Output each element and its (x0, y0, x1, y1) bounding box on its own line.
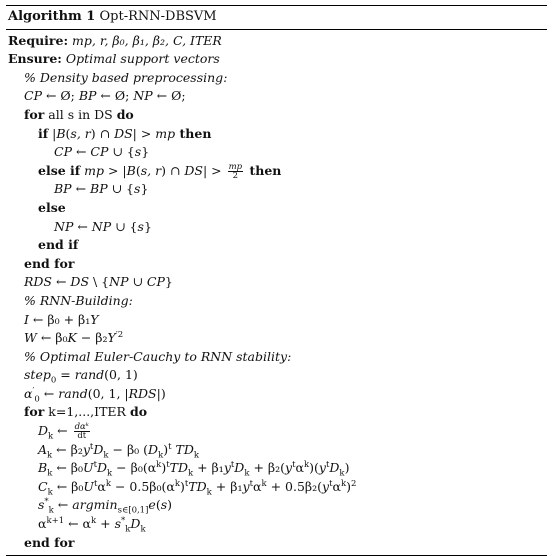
superscript: 2 (351, 478, 357, 489)
math-text: I (24, 311, 29, 327)
math-text: CP (54, 144, 72, 160)
math-text: TD (169, 460, 188, 476)
math-text: BP (90, 181, 108, 197)
text: ← β₀ (52, 478, 84, 494)
math-text: DS (114, 125, 133, 141)
algorithm-line (8, 515, 547, 534)
algorithm-line (8, 32, 547, 51)
text: ) ∩ (90, 125, 115, 141)
math-text: D (38, 423, 49, 439)
algorithm-name: Opt-RNN-DBSVM (99, 9, 217, 24)
superscript: t (168, 441, 172, 452)
math-text: rand (74, 367, 105, 383)
math-text: D (96, 460, 108, 476)
text: ) (167, 497, 173, 513)
text: ← (71, 181, 91, 197)
algorithm-line (8, 348, 547, 367)
math-text: e (148, 497, 156, 513)
math-text: D (234, 460, 245, 476)
text: ← β₂ (52, 441, 83, 457)
math-text: U (83, 460, 94, 476)
math-text: BP (78, 88, 97, 104)
superscript: t (329, 478, 333, 489)
subscript: k (158, 450, 164, 461)
math-text: B (56, 125, 66, 141)
math-text: Optimal support vectors (61, 51, 220, 67)
fraction-denominator: 2 (232, 170, 239, 181)
fraction-numerator: mp (228, 161, 243, 172)
text: α (295, 460, 304, 476)
text: all s in DS (44, 106, 117, 122)
text: | > (132, 125, 156, 141)
superscript: t (325, 460, 330, 471)
subscript: k (47, 468, 53, 479)
algorithm-line (8, 87, 547, 106)
math-text: mp (155, 125, 176, 141)
algorithm-line (8, 441, 547, 460)
text: (0, 1, | (87, 385, 129, 401)
algorithm-line (8, 385, 547, 404)
algorithm-line (8, 273, 547, 292)
math-text: s (38, 497, 45, 513)
algorithm-line (8, 534, 547, 553)
math-text: D (148, 441, 159, 457)
algorithm-line (8, 218, 547, 237)
math-text: A (38, 441, 48, 457)
text: } (140, 181, 149, 197)
text: | (48, 125, 57, 141)
text: } (141, 144, 150, 160)
math-text: % Optimal Euler-Cauchy to RNN stability: (24, 348, 292, 364)
math-text: W (24, 330, 37, 346)
math-text: CP (146, 274, 165, 290)
math-text: RDS (24, 274, 52, 290)
text: α (38, 516, 47, 532)
algorithm-line (8, 255, 547, 274)
text: ) (344, 460, 350, 476)
text: ( (65, 125, 71, 141)
text: | > (202, 162, 226, 178)
math-text: NP (54, 218, 74, 234)
text: α (97, 478, 106, 494)
superscript: * (44, 497, 49, 508)
math-text: C (38, 478, 48, 494)
superscript: k (91, 515, 97, 526)
math-text: Y (107, 330, 116, 346)
text: ← β₀ + β₁ (28, 311, 91, 327)
math-text: U (83, 478, 94, 494)
math-text: D (329, 460, 340, 476)
text: ( (135, 162, 141, 178)
superscript: t (292, 460, 296, 471)
algorithm-line (8, 422, 547, 441)
algorithm-line (8, 199, 547, 218)
math-text: s (114, 516, 122, 532)
math-text: K (67, 330, 77, 346)
text: ← β₀ (52, 460, 84, 476)
text: ← Ø; (41, 88, 79, 104)
superscript: k (261, 478, 267, 489)
text: α (252, 478, 262, 494)
text: + β₁ (211, 478, 243, 494)
math-text: NP (133, 88, 153, 104)
text: ∪ { (111, 218, 138, 234)
math-text: s, r (70, 125, 91, 141)
math-text: B (38, 460, 48, 476)
math-text: NP (91, 218, 112, 234)
math-text: y (223, 460, 231, 476)
algorithm-line (8, 69, 547, 88)
math-text: BP (54, 181, 72, 197)
algorithm-line (8, 143, 547, 162)
text: ← Ø; (152, 88, 186, 104)
math-text: % Density based preprocessing: (24, 69, 228, 85)
keyword: end for (24, 255, 75, 271)
text: ) ∩ (161, 162, 185, 178)
subscript: k (193, 450, 200, 461)
superscript: k (156, 460, 162, 471)
keyword: do (116, 106, 134, 122)
subscript: k (107, 468, 113, 479)
superscript: * (121, 515, 126, 526)
math-text: y (82, 441, 90, 457)
algorithm-box (6, 5, 547, 556)
keyword: Require: (8, 32, 69, 48)
text: ← (73, 218, 92, 234)
math-text: mp, r, β₀, β₁, β₂, C, ITER (68, 32, 222, 48)
fraction (74, 423, 90, 440)
algorithm-line (8, 106, 547, 125)
superscript: k+1 (46, 515, 65, 526)
algorithm-line (8, 329, 547, 348)
algorithm-line (8, 366, 547, 385)
algorithm-body (6, 30, 547, 556)
text: ← (53, 423, 72, 439)
algorithm-line (8, 292, 547, 311)
text: + 0.5β₂( (266, 478, 323, 494)
text: = (56, 367, 75, 383)
subscript: k (47, 487, 53, 498)
math-text: RDS (128, 385, 157, 401)
superscript: t (93, 478, 98, 489)
text: − β₂ (76, 330, 108, 346)
text: ∪ (128, 274, 147, 290)
math-text: % RNN-Building: (24, 292, 133, 308)
subscript: k (48, 505, 54, 516)
superscript: k (105, 478, 111, 489)
superscript: t (89, 441, 94, 452)
math-text: argmin (72, 497, 118, 513)
text: ← β₀ (36, 330, 68, 346)
math-text: DS (70, 274, 90, 290)
subscript: k (140, 524, 146, 535)
superscript: t (184, 478, 189, 489)
subscript: 0 (34, 394, 40, 405)
algorithm-line (8, 180, 547, 199)
algorithm-line (8, 236, 547, 255)
superscript: t (93, 460, 97, 471)
math-text: y (242, 478, 250, 494)
math-text: D (130, 516, 141, 532)
algorithm-label: Algorithm 1 (8, 9, 96, 24)
text: } (143, 218, 152, 234)
subscript: k (206, 487, 212, 498)
subscript: 0 (50, 375, 57, 386)
text: ) (180, 478, 185, 494)
keyword: for (24, 106, 45, 122)
text: ← (53, 497, 73, 513)
text: k=1,...,ITER (44, 404, 130, 420)
math-text: s (160, 497, 168, 513)
text: )( (309, 460, 319, 476)
text: ) (163, 441, 169, 457)
keyword: do (129, 404, 148, 420)
math-text: s (134, 144, 142, 160)
text: ) (346, 478, 351, 494)
superscript: k (174, 478, 180, 489)
subscript: k (125, 524, 131, 535)
algorithm-line (8, 50, 547, 69)
math-text: Y (90, 311, 99, 327)
subscript: k (103, 450, 109, 461)
keyword: then (245, 162, 282, 178)
text: \ { (89, 274, 110, 290)
keyword: else if (38, 162, 81, 178)
text: − β₀(α (112, 460, 157, 476)
math-text: s (134, 181, 141, 197)
text: > | (104, 162, 127, 178)
algorithm-caption (6, 6, 547, 29)
superscript: t (166, 460, 170, 471)
algorithm-line (8, 162, 547, 181)
math-text: step (24, 367, 51, 383)
math-text: mp (84, 162, 105, 178)
math-text: y (318, 460, 326, 476)
math-text: NP (109, 274, 129, 290)
algorithm-line (8, 125, 547, 144)
text: + (96, 516, 115, 532)
algorithm-line (8, 459, 547, 478)
math-text: D (93, 441, 104, 457)
math-text: CP (24, 88, 42, 104)
algorithm-line (8, 403, 547, 422)
superscript: k (340, 478, 347, 489)
superscript: t (249, 478, 253, 489)
subscript: k (244, 468, 250, 479)
subscript: k (47, 450, 53, 461)
math-text: y (322, 478, 330, 494)
superscript: ′ (32, 385, 35, 396)
text: − β₀ ( (108, 441, 149, 457)
math-text: DS (184, 162, 203, 178)
keyword: for (24, 404, 45, 420)
keyword: if (38, 125, 49, 141)
superscript: ′2 (115, 329, 124, 340)
superscript: t (230, 460, 235, 471)
keyword: end for (24, 534, 75, 550)
math-text: TD (175, 441, 194, 457)
math-text: B (126, 162, 136, 178)
text: ← α (64, 516, 92, 532)
text: } (164, 274, 173, 290)
text: + β₁ (193, 460, 224, 476)
subscript: k (48, 431, 54, 442)
math-text: CP (90, 144, 109, 160)
text: (0, 1) (104, 367, 138, 383)
keyword: Ensure: (8, 51, 62, 67)
superscript: k (303, 460, 310, 471)
fraction (228, 163, 244, 180)
algorithm-line (8, 311, 547, 330)
text: ( (155, 497, 161, 513)
text: ∪ { (108, 144, 135, 160)
math-text: α (24, 385, 33, 401)
text: ← (52, 274, 71, 290)
algorithm-line (8, 478, 547, 497)
keyword: else (38, 199, 66, 215)
math-text: y (285, 460, 293, 476)
keyword: then (175, 125, 212, 141)
text: ← (39, 385, 59, 401)
text: ← Ø; (96, 88, 134, 104)
subscript: k (187, 468, 194, 479)
subscript: k (339, 468, 345, 479)
text: α (332, 478, 341, 494)
text: |) (156, 385, 166, 401)
text: ∪ { (107, 181, 135, 197)
math-text: TD (188, 478, 207, 494)
fraction-numerator: dαᵏ (74, 422, 89, 433)
text: ← (71, 144, 91, 160)
math-text: s, r (140, 162, 162, 178)
math-text: s (137, 218, 144, 234)
keyword: end if (38, 237, 79, 253)
subscript: s∈[0,1] (117, 505, 149, 516)
fraction-denominator: dt (77, 431, 87, 442)
text: + β₂( (249, 460, 286, 476)
text: − 0.5β₀(α (110, 478, 175, 494)
math-text: rand (58, 385, 88, 401)
text: ) (161, 460, 167, 476)
